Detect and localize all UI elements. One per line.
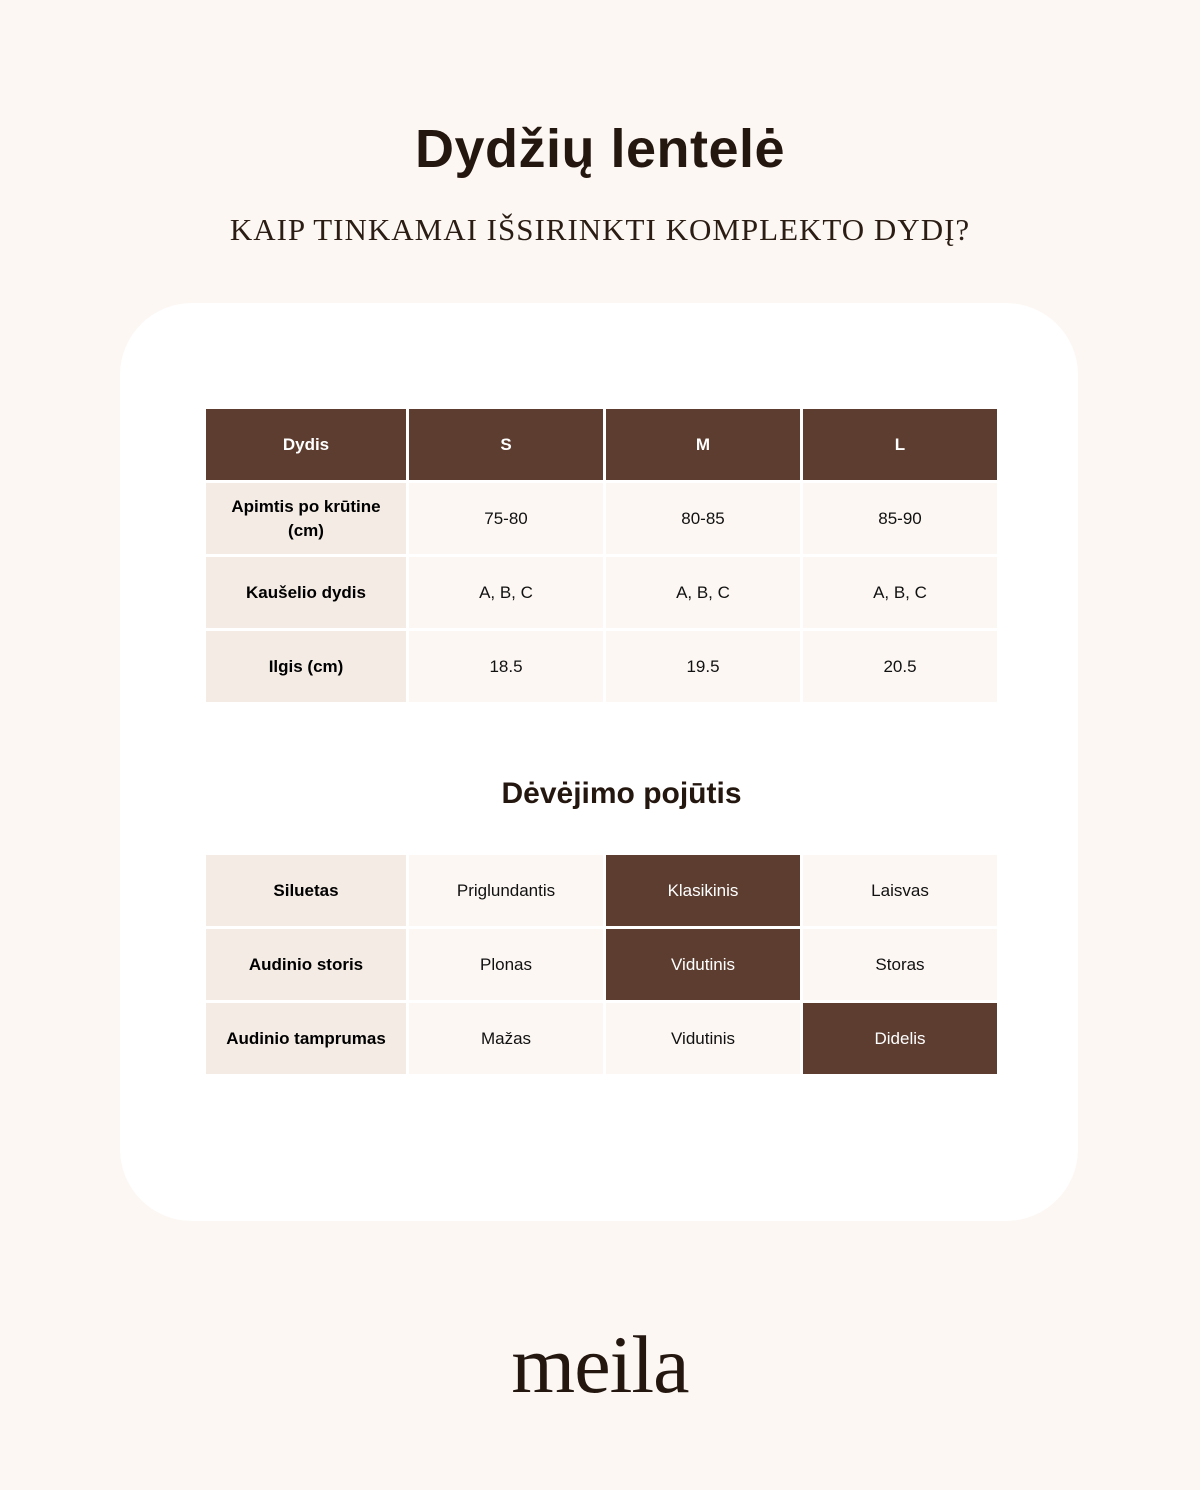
row-label: Siluetas [205, 854, 408, 928]
table-cell: 20.5 [802, 630, 999, 704]
option-cell: Laisvas [802, 854, 999, 928]
page-subtitle: KAIP TINKAMAI IŠSIRINKTI KOMPLEKTO DYDĮ? [229, 212, 971, 247]
header-cell-size: Dydis [205, 408, 408, 482]
table-row [205, 1002, 999, 1076]
row-label: Ilgis (cm) [205, 630, 408, 704]
section-title: Dėvėjimo pojūtis [501, 777, 742, 810]
option-cell-selected: Didelis [802, 1002, 999, 1076]
table-row [205, 556, 999, 630]
table-cell: 80-85 [605, 482, 802, 556]
table-cell: A, B, C [408, 556, 605, 630]
table-row [205, 630, 999, 704]
table-row [205, 928, 999, 1002]
header-cell-s: S [408, 408, 605, 482]
size-table [203, 406, 1000, 705]
table-row [205, 854, 999, 928]
option-cell: Storas [802, 928, 999, 1002]
option-cell: Vidutinis [605, 1002, 802, 1076]
option-cell-selected: Klasikinis [605, 854, 802, 928]
option-cell: Priglundantis [408, 854, 605, 928]
brand-logo: meila [511, 1319, 689, 1410]
table-cell: 85-90 [802, 482, 999, 556]
header-cell-l: L [802, 408, 999, 482]
table-cell: 19.5 [605, 630, 802, 704]
table-row [205, 482, 999, 556]
table-cell: A, B, C [802, 556, 999, 630]
table-cell: 18.5 [408, 630, 605, 704]
option-cell: Plonas [408, 928, 605, 1002]
header-cell-m: M [605, 408, 802, 482]
option-cell: Mažas [408, 1002, 605, 1076]
table-cell: A, B, C [605, 556, 802, 630]
wear-feel-table [203, 852, 1000, 1077]
row-label: Audinio storis [205, 928, 408, 1002]
page-title: Dydžių lentelė [414, 119, 786, 179]
table-cell: 75-80 [408, 482, 605, 556]
size-table-header-row [205, 408, 999, 482]
row-label: Apimtis po krūtine (cm) [205, 482, 408, 556]
row-label: Kaušelio dydis [205, 556, 408, 630]
row-label: Audinio tamprumas [205, 1002, 408, 1076]
size-chart-card [120, 303, 1078, 1221]
option-cell-selected: Vidutinis [605, 928, 802, 1002]
